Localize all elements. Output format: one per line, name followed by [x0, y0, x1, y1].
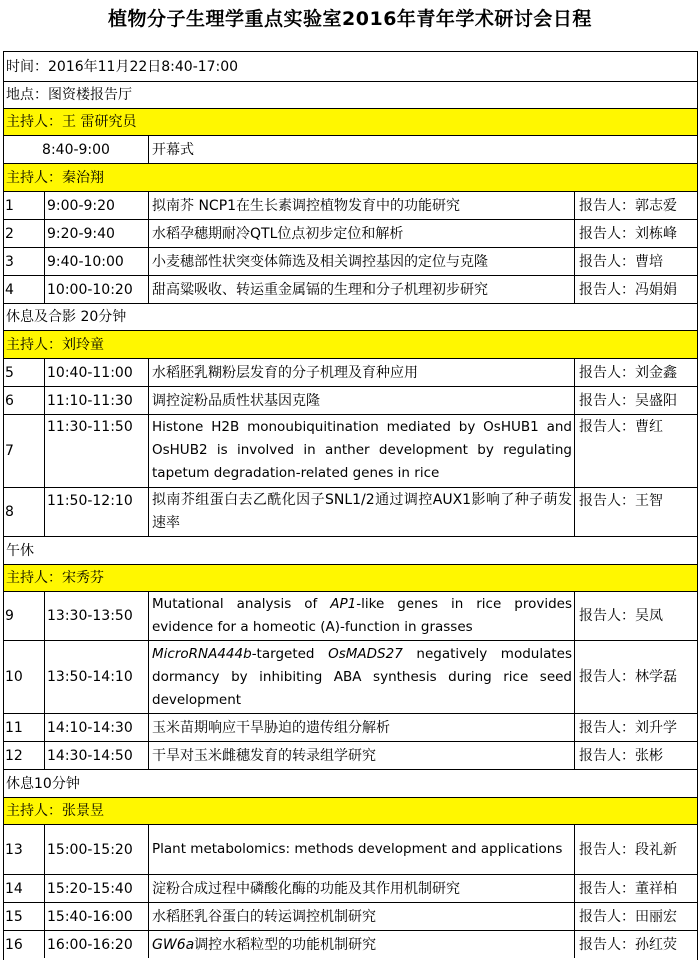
- place-text: 地点：图资楼报告厅: [6, 87, 132, 103]
- talk-number: 10: [4, 641, 45, 713]
- talk-number: 6: [4, 387, 45, 414]
- break-row: [4, 769, 697, 797]
- talk-number: 9: [4, 592, 45, 640]
- talk-time: 13:50-14:10: [45, 641, 149, 713]
- host-row: [4, 330, 697, 358]
- talk-time: 13:30-13:50: [45, 592, 149, 640]
- talk-topic: 水稻孕穗期耐冷QTL位点初步定位和解析: [149, 220, 575, 247]
- talk-topic-part: -targeted: [251, 645, 329, 662]
- talk-row: [4, 275, 697, 303]
- break-row: [4, 303, 697, 330]
- host-text: 主持人：王 雷研究员: [6, 114, 137, 130]
- gene-name: MicroRNA444b: [152, 645, 252, 662]
- talk-speaker: 报告人：王智: [579, 493, 663, 509]
- host-row: [4, 564, 697, 591]
- talk-row: [4, 487, 697, 536]
- talk-time: 9:40-10:00: [45, 248, 149, 275]
- talk-topic: [149, 931, 575, 958]
- host-row: [4, 163, 697, 191]
- talk-topic: Histone H2B monoubiquitination mediated by OsHUB1 and OsHUB2 is involved in anther development by regulating tapetum degradation-related genes in rice: [149, 415, 575, 487]
- talk-time: 11:30-11:50: [45, 415, 149, 487]
- talk-speaker: 报告人：张彬: [579, 747, 663, 764]
- talk-row: [4, 713, 697, 741]
- host-text: 主持人：宋秀芬: [6, 570, 104, 586]
- talk-number: 1: [4, 192, 45, 219]
- talk-topic-part: Mutational analysis of: [152, 596, 331, 612]
- talk-time: 14:10-14:30: [45, 714, 149, 741]
- talk-row: [4, 219, 697, 247]
- talk-time: 15:40-16:00: [45, 903, 149, 930]
- talk-speaker: 报告人：林学磊: [579, 669, 677, 685]
- talk-speaker: 报告人：吴盛阳: [579, 392, 677, 409]
- talk-row: [4, 874, 697, 902]
- opening-row: [4, 135, 697, 163]
- host-row: [4, 108, 697, 135]
- talk-topic: Plant metabolomics: methods development and applications: [149, 825, 575, 874]
- talk-row: [4, 902, 697, 930]
- opening-label: 开幕式: [152, 141, 194, 158]
- talk-number: 14: [4, 875, 45, 902]
- talk-speaker: 报告人：冯娟娟: [579, 281, 677, 298]
- talk-time: 16:00-16:20: [45, 931, 149, 958]
- talk-topic-part: -like genes in rice provides evidence for a homeotic (A)-function in grasses: [152, 596, 572, 635]
- talk-time: 10:00-10:20: [45, 276, 149, 303]
- talk-topic: 调控淀粉品质性状基因克隆: [149, 387, 575, 414]
- talk-number: 8: [4, 488, 45, 536]
- talk-speaker: 报告人：刘栋峰: [579, 225, 677, 242]
- place-row: [4, 81, 697, 108]
- talk-topic: [149, 641, 575, 713]
- talk-speaker: 报告人：曹培: [579, 253, 663, 270]
- talk-topic: 拟南芥 NCP1在生长素调控植物发育中的功能研究: [149, 192, 575, 219]
- break-text: 午休: [6, 542, 34, 559]
- talk-topic-part: negatively modulates dormancy by inhibiting ABA synthesis during rice seed development: [152, 645, 572, 708]
- talk-row: [4, 741, 697, 769]
- time-text: 时间：2016年11月22日8:40-17:00: [6, 58, 239, 75]
- talk-row: [4, 414, 697, 487]
- talk-topic: 水稻胚乳糊粉层发育的分子机理及育种应用: [149, 359, 575, 386]
- talk-speaker: 报告人：吴凤: [579, 608, 663, 624]
- talk-number: 4: [4, 276, 45, 303]
- talk-row: [4, 358, 697, 386]
- talk-time: 11:10-11:30: [45, 387, 149, 414]
- talk-number: 11: [4, 714, 45, 741]
- break-text: 休息及合影 20分钟: [6, 309, 127, 325]
- gene-name: GW6a: [152, 936, 195, 953]
- gene-name: OsMADS27: [328, 645, 403, 662]
- talk-number: 12: [4, 742, 45, 769]
- talk-number: 3: [4, 248, 45, 275]
- talk-speaker: 报告人：刘金鑫: [579, 364, 677, 381]
- talk-time: 10:40-11:00: [45, 359, 149, 386]
- talk-number: 7: [4, 415, 45, 487]
- talk-topic: 干旱对玉米雌穗发育的转录组学研究: [149, 742, 575, 769]
- page-title: 植物分子生理学重点实验室2016年青年学术研讨会日程: [108, 8, 592, 30]
- talk-row: [4, 191, 697, 219]
- talk-speaker: 报告人：段礼新: [579, 841, 677, 858]
- talk-speaker: 报告人：董祥柏: [579, 880, 677, 897]
- talk-time: 11:50-12:10: [45, 488, 149, 536]
- talk-number: 5: [4, 359, 45, 386]
- host-text: 主持人：刘玲童: [6, 336, 104, 353]
- talk-topic: 拟南芥组蛋白去乙酰化因子SNL1/2通过调控AUX1影响了种子萌发速率: [149, 488, 575, 536]
- talk-topic: 水稻胚乳谷蛋白的转运调控机制研究: [149, 903, 575, 930]
- talk-row: [4, 247, 697, 275]
- talk-time: 15:20-15:40: [45, 875, 149, 902]
- talk-topic-part: 调控水稻粒型的功能机制研究: [194, 936, 377, 953]
- talk-number: 15: [4, 903, 45, 930]
- talk-time: 14:30-14:50: [45, 742, 149, 769]
- break-text: 休息10分钟: [6, 775, 80, 792]
- host-text: 主持人：张景昱: [6, 803, 104, 819]
- talk-topic: 小麦穗部性状突变体筛选及相关调控基因的定位与克隆: [149, 248, 575, 275]
- talk-row: [4, 591, 697, 640]
- talk-number: 16: [4, 931, 45, 958]
- break-row: [4, 536, 697, 564]
- host-text: 主持人：秦治翔: [6, 169, 104, 186]
- talk-time: 9:20-9:40: [45, 220, 149, 247]
- opening-time: 8:40-9:00: [4, 136, 149, 163]
- talk-time: 9:00-9:20: [45, 192, 149, 219]
- gene-name: AP1: [330, 596, 357, 612]
- talk-topic: 淀粉合成过程中磷酸化酶的功能及其作用机制研究: [149, 875, 575, 902]
- talk-topic: [149, 592, 575, 640]
- talk-row: [4, 824, 697, 874]
- talk-row: [4, 640, 697, 713]
- talk-speaker: 报告人：曹红: [579, 419, 663, 435]
- talk-speaker: 报告人：郭志爱: [579, 197, 677, 214]
- talk-number: 13: [4, 825, 45, 874]
- talk-row: [4, 930, 697, 958]
- talk-speaker: 报告人：刘升学: [579, 719, 677, 736]
- schedule-table: [3, 51, 698, 960]
- talk-time: 15:00-15:20: [45, 825, 149, 874]
- talk-number: 2: [4, 220, 45, 247]
- talk-topic: 甜高粱吸收、转运重金属镉的生理和分子机理初步研究: [149, 276, 575, 303]
- host-row: [4, 797, 697, 824]
- talk-row: [4, 386, 697, 414]
- time-row: [4, 51, 697, 81]
- talk-topic: 玉米苗期响应干旱胁迫的遗传组分解析: [149, 714, 575, 741]
- talk-speaker: 报告人：田丽宏: [579, 908, 677, 925]
- talk-speaker: 报告人：孙红荧: [579, 936, 677, 953]
